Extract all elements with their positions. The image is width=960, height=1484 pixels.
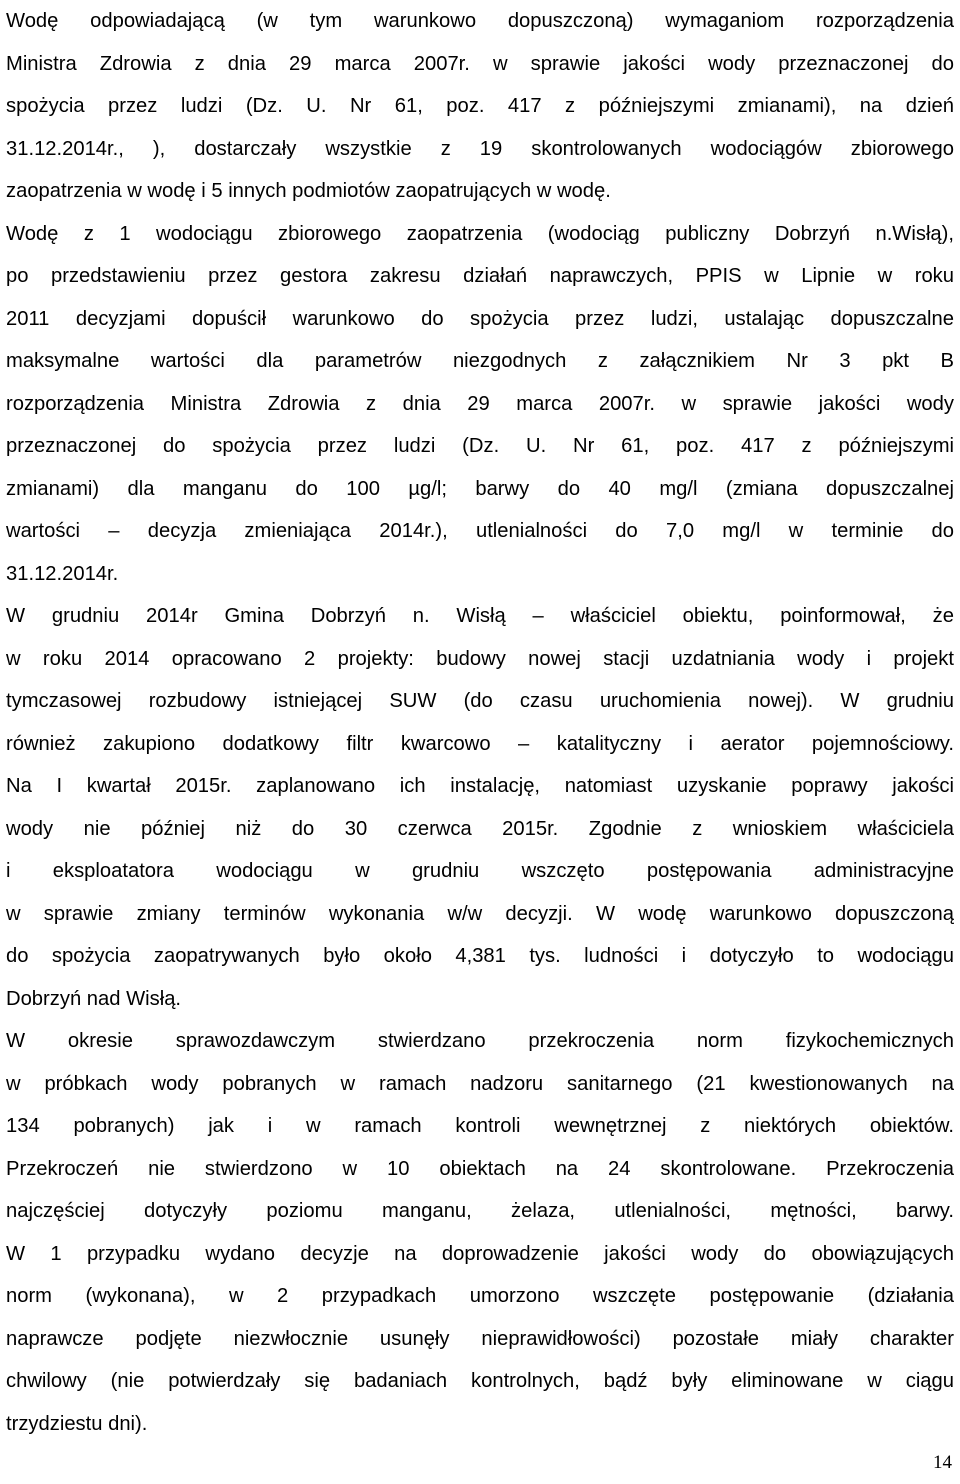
text-line: zmianami) dla manganu do 100 µg/l; barwy do 40 mg/l (zmiana dopuszczalnej [6, 477, 954, 500]
text-line: W 1 przypadku wydano decyzje na doprowadzenie jakości wody do obowiązujących [6, 1242, 954, 1265]
document-page [6, 0, 954, 1445]
text-line: w roku 2014 opracowano 2 projekty: budowy nowej stacji uzdatniania wody i projekt [6, 647, 954, 670]
text-line: spożycia przez ludzi (Dz. U. Nr 61, poz. 417 z późniejszymi zmianami), na dzień [6, 95, 954, 117]
text-line: wartości – decyzja zmieniająca 2014r.), utlenialności do 7,0 mg/l w terminie do [6, 520, 954, 542]
text-line: trzydziestu dni). [6, 1412, 148, 1435]
text-line: 134 pobranych) jak i w ramach kontroli wewnętrznej z niektórych obiektów. [6, 1115, 954, 1137]
text-line: tymczasowej rozbudowy istniejącej SUW (do czasu uruchomienia nowej). W grudniu [6, 690, 954, 712]
paragraph-3 [6, 595, 954, 1020]
text-line: chwilowy (nie potwierdzały się badaniach kontrolnych, bądź były eliminowane w ciągu [6, 1370, 954, 1392]
text-line: norm (wykonana), w 2 przypadkach umorzono wszczęte postępowanie (działania [6, 1285, 954, 1307]
text-line: w sprawie zmiany terminów wykonania w/w decyzji. W wodę warunkowo dopuszczoną [6, 902, 954, 925]
paragraph-1 [6, 0, 954, 213]
text-line: przeznaczonej do spożycia przez ludzi (Dz. U. Nr 61, poz. 417 z późniejszymi [6, 435, 954, 457]
page-number: 14 [933, 1452, 952, 1473]
text-line: Dobrzyń nad Wisłą. [6, 987, 182, 1010]
text-line: Ministra Zdrowia z dnia 29 marca 2007r. w sprawie jakości wody przeznaczonej do [6, 52, 954, 75]
text-line: W okresie sprawozdawczym stwierdzano przekroczenia norm fizykochemicznych [6, 1030, 954, 1052]
text-line: W grudniu 2014r Gmina Dobrzyń n. Wisłą – właściciel obiektu, poinformował, że [6, 605, 954, 627]
text-line: 31.12.2014r., ), dostarczały wszystkie z 19 skontrolowanych wodociągów zbiorowego [6, 137, 954, 160]
text-line: zaopatrzenia w wodę i 5 innych podmiotów zaopatrujących w wodę. [6, 180, 611, 202]
text-line: wody nie później niż do 30 czerwca 2015r. Zgodnie z wnioskiem właściciela [6, 817, 954, 840]
text-line: Na I kwartał 2015r. zaplanowano ich instalację, natomiast uzyskanie poprawy jakości [6, 775, 954, 797]
text-line: 31.12.2014r. [6, 562, 119, 585]
text-line: maksymalne wartości dla parametrów niezgodnych z załącznikiem Nr 3 pkt B [6, 350, 954, 372]
text-line: do spożycia zaopatrywanych było około 4,381 tys. ludności i dotyczyło to wodociągu [6, 945, 954, 967]
text-line: rozporządzenia Ministra Zdrowia z dnia 29 marca 2007r. w sprawie jakości wody [6, 392, 954, 415]
paragraph-4 [6, 1020, 954, 1445]
paragraph-2 [6, 213, 954, 596]
text-line: również zakupiono dodatkowy filtr kwarcowo – katalityczny i aerator pojemnościowy. [6, 732, 954, 755]
text-line: Wodę odpowiadającą (w tym warunkowo dopuszczoną) wymaganiom rozporządzenia [6, 10, 954, 32]
text-line: 2011 decyzjami dopuścił warunkowo do spożycia przez ludzi, ustalając dopuszczalne [6, 307, 954, 330]
text-line: i eksploatatora wodociągu w grudniu wszczęto postępowania administracyjne [6, 860, 954, 882]
text-line: najczęściej dotyczyły poziomu manganu, żelaza, utlenialności, mętności, barwy. [6, 1200, 954, 1222]
text-line: Przekroczeń nie stwierdzono w 10 obiektach na 24 skontrolowane. Przekroczenia [6, 1157, 954, 1180]
text-line: naprawcze podjęte niezwłocznie usunęły nieprawidłowości) pozostałe miały charakter [6, 1327, 954, 1350]
text-line: Wodę z 1 wodociągu zbiorowego zaopatrzenia (wodociąg publiczny Dobrzyń n.Wisłą), [6, 222, 954, 245]
text-line: po przedstawieniu przez gestora zakresu działań naprawczych, PPIS w Lipnie w roku [6, 265, 954, 287]
text-line: w próbkach wody pobranych w ramach nadzoru sanitarnego (21 kwestionowanych na [6, 1072, 954, 1095]
